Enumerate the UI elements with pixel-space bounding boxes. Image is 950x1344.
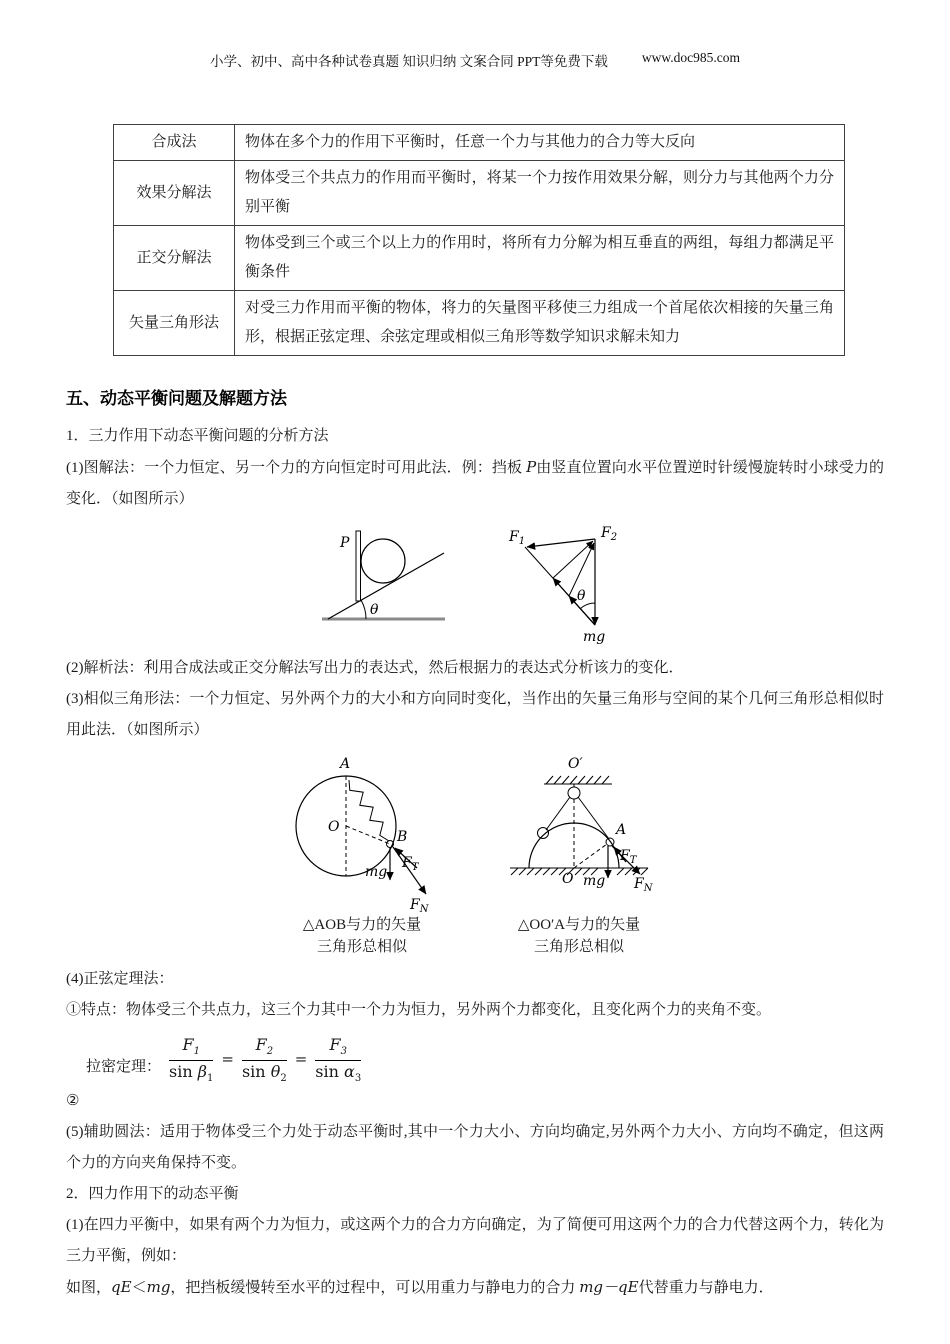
label-FN: $F_N$ [410,897,429,915]
label-theta: θ [576,588,585,604]
para-circled-2: ② [66,1093,80,1110]
page-header [66,50,884,70]
label-O-prime: O′ [568,756,583,772]
incline-line [328,553,444,619]
para-example [66,1272,884,1304]
table-row [114,226,845,291]
label-mg: mg [582,629,605,645]
para-graph-method [66,452,884,515]
label-A: A [340,756,351,772]
less-than-sign: ＜ [131,1280,147,1297]
F2-intermediate-vector [553,541,593,578]
dashed-OA [574,844,607,868]
dashed-OB [346,826,390,844]
label-O: O [562,871,574,887]
caption-line: △OO′A与力的矢量 [517,917,641,933]
ball [361,539,405,583]
var-P: P [526,458,537,476]
table-row [114,291,845,356]
para-analytic-method: (2)解析法：利用合成法或正交分解法写出力的表达式，然后根据力的表达式分析该力的变化． [66,660,684,676]
var-qE: qE [111,1278,132,1297]
methods-table [113,124,845,356]
label-theta: θ [369,602,378,618]
figure-caption [518,914,640,958]
string-left [546,797,570,830]
ceiling-hatch [546,776,609,784]
caption-line: 三角形总相似 [316,939,407,955]
spring [349,780,389,841]
ground-hatch [511,868,648,875]
label-P: P [339,535,349,551]
header-text: 小学、初中、高中各种试卷真题 知识归纳 文案合同 PPT等免费下载 [210,54,608,69]
figure-circle-spring [286,754,438,915]
desc-cell: 物体在多个力的作用下平衡时，任意一个力与其他力的合力等大反向 [235,125,845,161]
fraction-term-2: $\frac{F_2}{\sin \theta_2}$ [241,1035,287,1084]
method-cell: 正交分解法 [114,226,235,291]
label-mg: mg [583,873,606,889]
label-F1: $F_1$ [508,529,525,547]
list-item-2: 2．四力作用下的动态平衡 [66,1186,239,1203]
para-text: (1)图解法：一个力恒定、另一个力的方向恒定时可用此法．例：挡板 [66,460,527,476]
figure-board-ball [316,523,451,635]
para-sine-rule-feature: ①特点：物体受三个共点力，这三个力其中一个力为恒力，另外两个力都变化，且变化两个力的夹角不变。 [66,1002,772,1018]
para-four-force: (1)在四力平衡中，如果有两个力为恒力，或这两个力的合力方向确定，为了简便可用这两个力的合力代替这两个力，转化为三力平衡，例如： [66,1217,884,1265]
fraction-term-3: $\frac{F_3}{\sin \alpha_3}$ [315,1035,362,1084]
point-A [606,838,614,846]
label-FT: $F_T$ [620,848,637,866]
label-FN: $F_N$ [634,876,653,894]
para-text: 如图， [66,1280,112,1297]
figure-2-right [494,754,664,958]
method-cell: 效果分解法 [114,161,235,226]
desc-cell: 物体受到三个或三个以上力的作用时，将所有力分解为相互垂直的两组，每组力都满足平衡条件 [235,226,845,291]
label-O: O [328,819,340,835]
figure-1 [66,523,884,647]
table-row [114,125,845,161]
figure-force-triangle [507,523,635,647]
para-text: ，把挡板缓慢转至水平的过程中，可以用重力与静电力的合力 [170,1280,580,1297]
label-mg: mg [365,864,388,880]
header-url: www.doc985.com [641,50,740,65]
figure-2 [66,754,884,958]
para-sine-rule: (4)正弦定理法： [66,971,174,987]
var-mg: mg [146,1278,171,1297]
method-cell: 矢量三角形法 [114,291,235,356]
angle-arc [361,600,366,619]
label-F2: $F_2$ [600,525,617,543]
figure-2-left [286,754,438,958]
ball [538,828,549,839]
caption-line: 三角形总相似 [533,939,624,955]
list-item-1: 1．三力作用下动态平衡问题的分析方法 [66,428,329,444]
board-P [356,531,361,601]
figure-caption [303,914,421,958]
desc-cell: 对受三力作用而平衡的物体，将力的矢量图平移使三力组成一个首尾依次相接的矢量三角形，根据正弦定理、余弦定理或相似三角形等数学知识求解未知力 [235,291,845,356]
method-cell: 合成法 [114,125,235,161]
formula-label: 拉密定理： [86,1059,162,1076]
figure-dome-pulley [494,754,664,912]
string-right [578,797,609,839]
caption-line: △AOB与力的矢量 [302,917,422,933]
para-similar-triangle-method: (3)相似三角形法：一个力恒定、另外两个力的大小和方向同时变化，当作出的矢量三角形与空间的某个几何三角形总相似时用此法．（如图所示） [66,691,884,738]
lamy-theorem-formula [86,1036,884,1084]
para-auxiliary-circle: (5)辅助圆法：适用于物体受三个力处于动态平衡时,其中一个力大小、方向均确定,另外两个力大小、方向均不确定，但这两个力的方向夹角保持不变。 [66,1124,884,1172]
label-FT: $F_T$ [402,855,419,873]
var-mg-minus-qE: mg－qE [579,1278,639,1297]
label-A: A [616,822,627,838]
F1-vector [527,539,595,547]
desc-cell: 物体受三个共点力的作用而平衡时，将某一个力按作用效果分解，则分力与其他两个力分别平衡 [235,161,845,226]
label-B: B [397,829,408,845]
fraction-term-1: $\frac{F_1}{\sin \beta_1}$ [169,1035,214,1084]
table-row [114,161,845,226]
equals-sign: = [221,1050,234,1069]
para-text: 由竖直位置向水平位置逆时针缓慢旋转时小球受力的变化．（如图所示） [66,460,884,507]
equals-sign: = [294,1050,308,1069]
para-text: 代替重力与静电力． [638,1280,774,1297]
section-heading: 五、动态平衡问题及解题方法 [66,389,287,408]
